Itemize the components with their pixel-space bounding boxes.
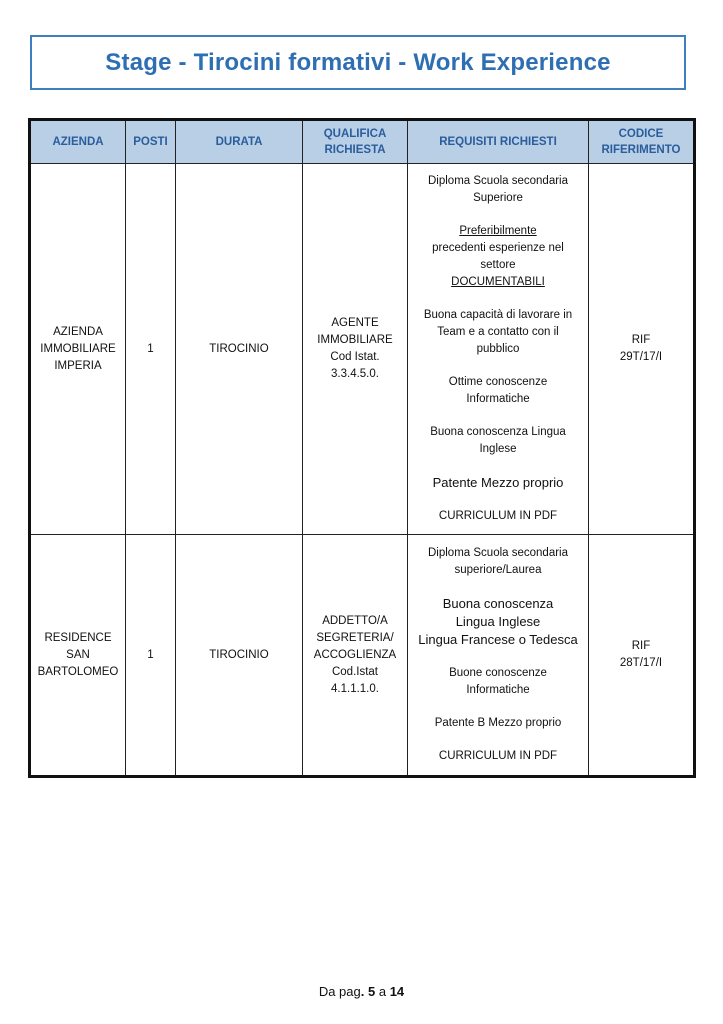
azienda-line: IMPERIA	[54, 359, 102, 372]
cell-qualifica	[303, 535, 408, 777]
qualifica-line: IMMOBILIARE	[317, 334, 393, 346]
requisito-line: Diploma Scuola secondaria	[428, 547, 568, 559]
azienda-line: BARTOLOMEO	[37, 665, 119, 678]
requisito-line: Inglese	[479, 443, 517, 455]
requisito	[414, 424, 582, 458]
requisito-line: Buone conoscenze	[449, 667, 547, 679]
codice-line: RIF	[631, 334, 651, 346]
cell-azienda	[30, 535, 126, 777]
requisito-line: Preferibilmente	[459, 225, 537, 237]
requisito-line: Buona conoscenza Lingua	[430, 426, 566, 438]
cell-posti: 1	[126, 164, 176, 535]
requisito	[414, 474, 582, 492]
requisito-line: pubblico	[476, 343, 520, 355]
requisito	[414, 748, 582, 765]
requisito-line: DOCUMENTABILI	[451, 276, 545, 288]
cell-durata: TIROCINIO	[176, 164, 303, 535]
cell-azienda	[30, 164, 126, 535]
cell-codice	[589, 535, 695, 777]
footer-dot: .	[360, 984, 365, 999]
header-codice-line2: RIFERIMENTO	[601, 144, 681, 156]
qualifica-line: AGENTE	[331, 317, 379, 329]
requisito-line: Ottime conoscenze	[448, 376, 548, 388]
requisito	[414, 595, 582, 649]
header-qualifica-line2: RICHIESTA	[324, 144, 386, 156]
azienda-line: IMMOBILIARE	[40, 342, 116, 355]
header-codice-line1: CODICE	[618, 128, 664, 140]
header-requisiti: REQUISITI RICHIESTI	[408, 120, 589, 164]
requisito	[414, 223, 582, 291]
requisito-line: Buona capacità di lavorare in	[423, 309, 573, 321]
header-durata: DURATA	[176, 120, 303, 164]
job-offers-table	[28, 118, 696, 778]
table-row	[30, 535, 695, 777]
requisito-line: settore	[480, 259, 516, 271]
cell-requisiti	[408, 164, 589, 535]
footer-prefix: Da pag	[318, 984, 361, 999]
requisito-line: Lingua Francese o Tedesca	[418, 632, 578, 647]
requisito-line: CURRICULUM IN PDF	[438, 510, 558, 522]
requisito-line: superiore/Laurea	[454, 564, 542, 576]
requisito	[414, 173, 582, 207]
requisito	[414, 665, 582, 699]
title-box	[30, 35, 686, 90]
requisito-line: Informatiche	[466, 393, 530, 405]
cell-durata: TIROCINIO	[176, 535, 303, 777]
requisito-line: precedenti esperienze nel	[432, 242, 564, 254]
requisito-line: CURRICULUM IN PDF	[438, 750, 558, 762]
cell-codice	[589, 164, 695, 535]
page-footer	[0, 984, 723, 999]
qualifica-line: Cod.Istat	[331, 665, 379, 678]
qualifica-line: Cod Istat.	[330, 351, 380, 363]
requisito	[414, 545, 582, 579]
azienda-line: AZIENDA	[53, 325, 103, 338]
requisito-line: Informatiche	[466, 684, 530, 696]
requisito	[414, 715, 582, 732]
requisito-line: Superiore	[473, 192, 523, 204]
azienda-line: SAN	[66, 648, 90, 661]
footer-separator: a	[378, 984, 387, 999]
requisito	[414, 307, 582, 358]
requisito-line: Patente B Mezzo proprio	[434, 717, 562, 729]
codice-line: RIF	[631, 640, 651, 652]
table-header-row	[30, 120, 695, 164]
qualifica-line: ACCOGLIENZA	[313, 648, 397, 661]
qualifica-line: SEGRETERIA/	[316, 631, 394, 644]
page-title: Stage - Tirocini formativi - Work Experience	[105, 48, 611, 76]
qualifica-line: 4.1.1.1.0.	[331, 682, 379, 695]
qualifica-line: 3.3.4.5.0.	[331, 368, 379, 380]
header-qualifica	[303, 120, 408, 164]
header-codice	[589, 120, 695, 164]
codice-line: 29T/17/I	[619, 351, 663, 363]
header-qualifica-line1: QUALIFICA	[323, 128, 387, 140]
requisito	[414, 508, 582, 525]
header-azienda: AZIENDA	[30, 120, 126, 164]
cell-posti: 1	[126, 535, 176, 777]
requisito-line: Patente Mezzo proprio	[432, 475, 564, 490]
header-posti: POSTI	[126, 120, 176, 164]
requisito	[414, 374, 582, 408]
footer-page-number: 5	[367, 984, 376, 999]
requisito-line: Buona conoscenza	[442, 596, 554, 611]
cell-qualifica	[303, 164, 408, 535]
requisito-line: Diploma Scuola secondaria	[428, 175, 568, 187]
footer-total-pages: 14	[389, 984, 405, 999]
requisito-line: Lingua Inglese	[455, 614, 541, 629]
table-row	[30, 164, 695, 535]
azienda-line: RESIDENCE	[44, 631, 112, 644]
qualifica-line: ADDETTO/A	[322, 614, 388, 627]
cell-requisiti	[408, 535, 589, 777]
codice-line: 28T/17/I	[619, 657, 663, 669]
requisito-line: Team e a contatto con il	[437, 326, 559, 338]
